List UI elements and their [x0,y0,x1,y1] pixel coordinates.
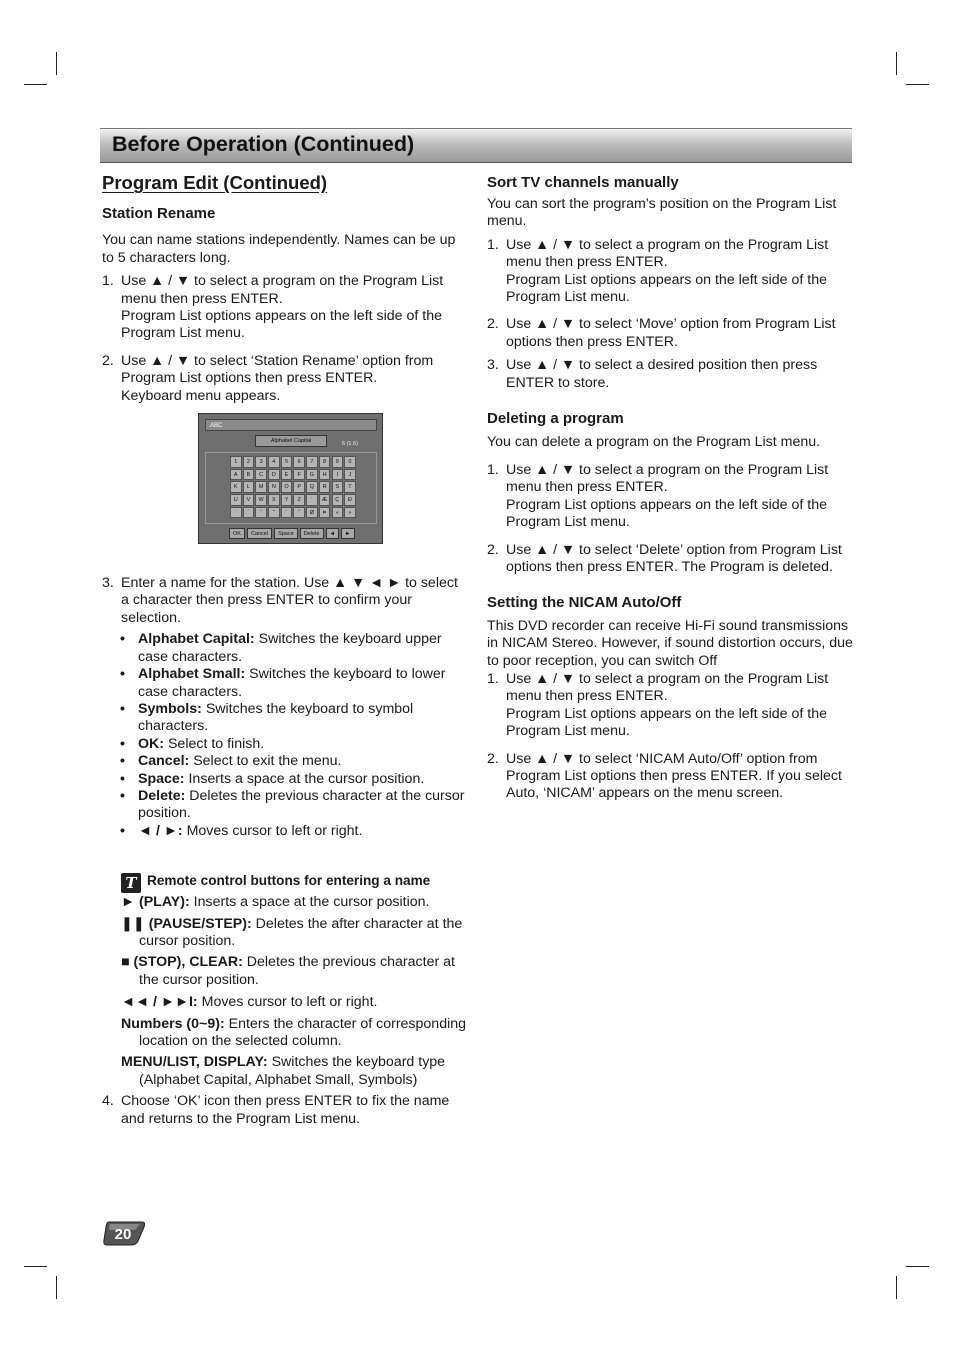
station-rename-heading: Station Rename [102,205,216,222]
name-input-field: ABC [205,419,377,431]
bullet-icon: • [120,787,125,804]
bullet-icon: • [120,666,125,683]
step-1 [102,273,468,343]
keyboard-action-button: ◄ [326,528,339,539]
keyboard-key: 4 [268,456,280,468]
step-text: Choose ‘OK’ icon then press ENTER to fix the name and returns to the Program List menu. [121,1093,450,1127]
keyboard-key: « [332,507,344,519]
keyboard-key: O [281,481,293,493]
keyboard-key: X [268,494,280,506]
bullet-icon: • [120,753,125,770]
step-text: Use ▲ / ▼ to select a program on the Program List menu then press ENTER. [121,273,444,307]
keyboard-key: W [255,494,267,506]
keyboard-grid [205,452,377,524]
keyboard-key: B [243,469,255,481]
nicam-heading: Setting the NICAM Auto/Off [487,594,682,612]
keyboard-key: ¨ [281,507,293,519]
keyboard-key: ˚ [293,507,305,519]
bullet-icon: • [120,735,125,752]
page-number-badge [102,1221,145,1246]
keyboard-key: 8 [319,456,331,468]
bullet-icon: • [120,822,125,839]
step-text: Use ▲ / ▼ to select ‘Delete’ option from Program List options then press ENTER. The Program is deleted. [506,541,842,575]
keyboard-key: ' [306,494,318,506]
delete-step-2 [487,542,853,577]
step-text: Program List options appears on the left side of the Program List menu. [121,308,442,342]
keyboard-action-button: OK [229,528,245,539]
sort-intro: You can sort the program’s position on the Program List menu. [487,196,837,230]
step-number: 1. [487,670,499,687]
note-item: MENU/LIST, DISPLAY: Switches the keyboard type (Alphabet Capital, Alphabet Small, Symbols) [121,1054,446,1088]
keyboard-key: A [230,469,242,481]
step-number: 4. [102,1093,114,1110]
note-title: Remote control buttons for entering a name [147,873,431,889]
note-item: ◄◄ / ►►I: Moves cursor to left or right. [121,994,378,1011]
list-item: • Space: Inserts a space at the cursor position. [120,770,425,787]
cursor-position-readout: 6 (1.5) [342,441,358,447]
nicam-step-2 [487,751,853,803]
crop-mark [24,1266,47,1267]
keyboard-key: C [255,469,267,481]
step-text: Program List options appears on the left side of the Program List menu. [506,271,827,306]
page-number: 20 [114,1226,132,1243]
keyboard-key: E [281,469,293,481]
list-item: • ◄ / ►: Moves cursor to left or right. [120,822,363,839]
keyboard-key: P [293,481,305,493]
crop-mark [896,1276,897,1299]
step-text: Use ▲ / ▼ to select ‘Move’ option from Program List options then press ENTER. [506,316,836,350]
keyboard-key: 2 [243,456,255,468]
keyboard-key: V [243,494,255,506]
step-number: 2. [487,316,499,333]
note-item: ■ (STOP), CLEAR: Deletes the previous character at the cursor position. [121,954,455,988]
keyboard-menu-screenshot [198,413,383,544]
keyboard-key: ` [230,507,242,519]
keyboard-key: N [268,481,280,493]
keyboard-key: 3 [255,456,267,468]
keyboard-key: 7 [306,456,318,468]
bullet-icon: • [120,700,125,717]
bullet-icon: • [120,631,125,648]
keyboard-key: H [319,469,331,481]
keyboard-key: D [268,469,280,481]
keyboard-action-button: Delete [300,528,324,539]
sort-step-2 [487,316,853,351]
keyboard-key: R [319,481,331,493]
sort-step-1 [487,237,853,307]
keyboard-action-button: Space [274,528,298,539]
keyboard-key: 9 [332,456,344,468]
nicam-step-1 [487,671,853,741]
crop-mark [896,52,897,75]
keyboard-key: Q [306,481,318,493]
step-text: Program List options appears on the left side of the Program List menu. [506,705,827,740]
right-column [487,170,853,803]
step-text: Use ▲ / ▼ to select a program on the Program List menu then press ENTER. [506,670,829,705]
list-item: • Symbols: Switches the keyboard to symbol characters. [120,700,414,735]
header-bar [100,128,852,163]
nicam-intro: This DVD recorder can receive Hi-Fi sound transmissions in NICAM Stereo. However, if sound distortion occurs, due to poor reception, you can switch Off [487,617,853,669]
keyboard-key: U [230,494,242,506]
section-title: Program Edit (Continued) [102,172,328,193]
keyboard-key: F [293,469,305,481]
crop-mark [24,84,47,85]
station-rename-intro: You can name stations independently. Names can be up to 5 characters long. [102,232,456,266]
note-item: ❚❚ (PAUSE/STEP): Deletes the after character at the cursor position. [121,915,463,949]
keyboard-key: S [332,481,344,493]
keyboard-key: G [306,469,318,481]
step-number: 1. [487,236,499,253]
step-text: Use ▲ / ▼ to select ‘NICAM Auto/Off’ option from Program List options then press ENTER. If you select Auto, ‘NICAM’ appears on the menu screen. [506,750,842,802]
step-text: Keyboard menu appears. [121,387,281,404]
bullet-icon: • [120,770,125,787]
step-number: 1. [487,461,499,478]
keyboard-key: 1 [230,456,242,468]
keyboard-key: 6 [293,456,305,468]
crop-mark [56,1276,57,1299]
note-item: ► (PLAY): Inserts a space at the cursor position. [121,894,430,911]
keyboard-key: J [344,469,356,481]
keyboard-key: ´ [243,507,255,519]
delete-intro: You can delete a program on the Program List menu. [487,434,821,451]
sort-heading: Sort TV channels manually [487,174,679,191]
keyboard-key: Ç [332,494,344,506]
delete-step-1 [487,462,853,532]
step-number: 2. [487,750,499,767]
list-item: • OK: Select to finish. [120,735,265,752]
keyboard-key: Ð [344,494,356,506]
keyboard-key: Æ [319,494,331,506]
note-item: Numbers (0~9): Enters the character of corresponding location on the selected column. [121,1015,467,1049]
option-bullet-list [102,631,468,840]
keyboard-key: Z [293,494,305,506]
list-item: • Delete: Deletes the previous character at the cursor position. [120,787,465,822]
keyboard-key: I [332,469,344,481]
keyboard-key: K [230,481,242,493]
keyboard-key: Þ [319,507,331,519]
keyboard-key: Ø [306,507,318,519]
step-number: 2. [487,541,499,558]
step-4 [102,1093,468,1128]
keyboard-key: Y [281,494,293,506]
step-text: Enter a name for the station. Use ▲ ▼ ◄ ► to select a character then press ENTER to confirm your selection. [121,575,458,626]
keyboard-mode-selector: Alphabet Capital [255,435,327,447]
note-icon: T [121,873,141,893]
step-text: Use ▲ / ▼ to select a program on the Program List menu then press ENTER. [506,461,829,496]
keyboard-key: » [344,507,356,519]
left-column [102,170,468,1128]
keyboard-key: T [344,481,356,493]
step-text: Program List options appears on the left side of the Program List menu. [506,496,827,531]
step-number: 3. [102,575,114,592]
step-number: 1. [102,273,114,290]
keyboard-key: M [255,481,267,493]
keyboard-key: L [243,481,255,493]
step-3 [102,575,468,627]
list-item: • Cancel: Select to exit the menu. [120,753,342,770]
step-2 [102,353,468,405]
keyboard-key: 0 [344,456,356,468]
keyboard-action-button: Cancel [247,528,272,539]
keyboard-key: ˆ [255,507,267,519]
remote-note [102,872,468,1089]
delete-heading: Deleting a program [487,410,624,428]
step-text: Use ▲ / ▼ to select ‘Station Rename’ option from Program List options then press ENTER. [121,352,434,387]
list-item: • Alphabet Small: Switches the keyboard to lower case characters. [120,666,446,700]
crop-mark [906,1266,929,1267]
keyboard-key: 5 [281,456,293,468]
step-text: Use ▲ / ▼ to select a desired position then press ENTER to store. [506,357,818,391]
crop-mark [906,84,929,85]
sort-step-3 [487,357,853,392]
keyboard-action-button: ► [341,528,354,539]
step-number: 3. [487,357,499,374]
step-number: 2. [102,352,114,369]
crop-mark [56,52,57,75]
step-text: Use ▲ / ▼ to select a program on the Program List menu then press ENTER. [506,236,829,271]
page-title: Before Operation (Continued) [112,132,415,156]
keyboard-key: ˜ [268,507,280,519]
list-item: • Alphabet Capital: Switches the keyboard upper case characters. [120,631,442,665]
